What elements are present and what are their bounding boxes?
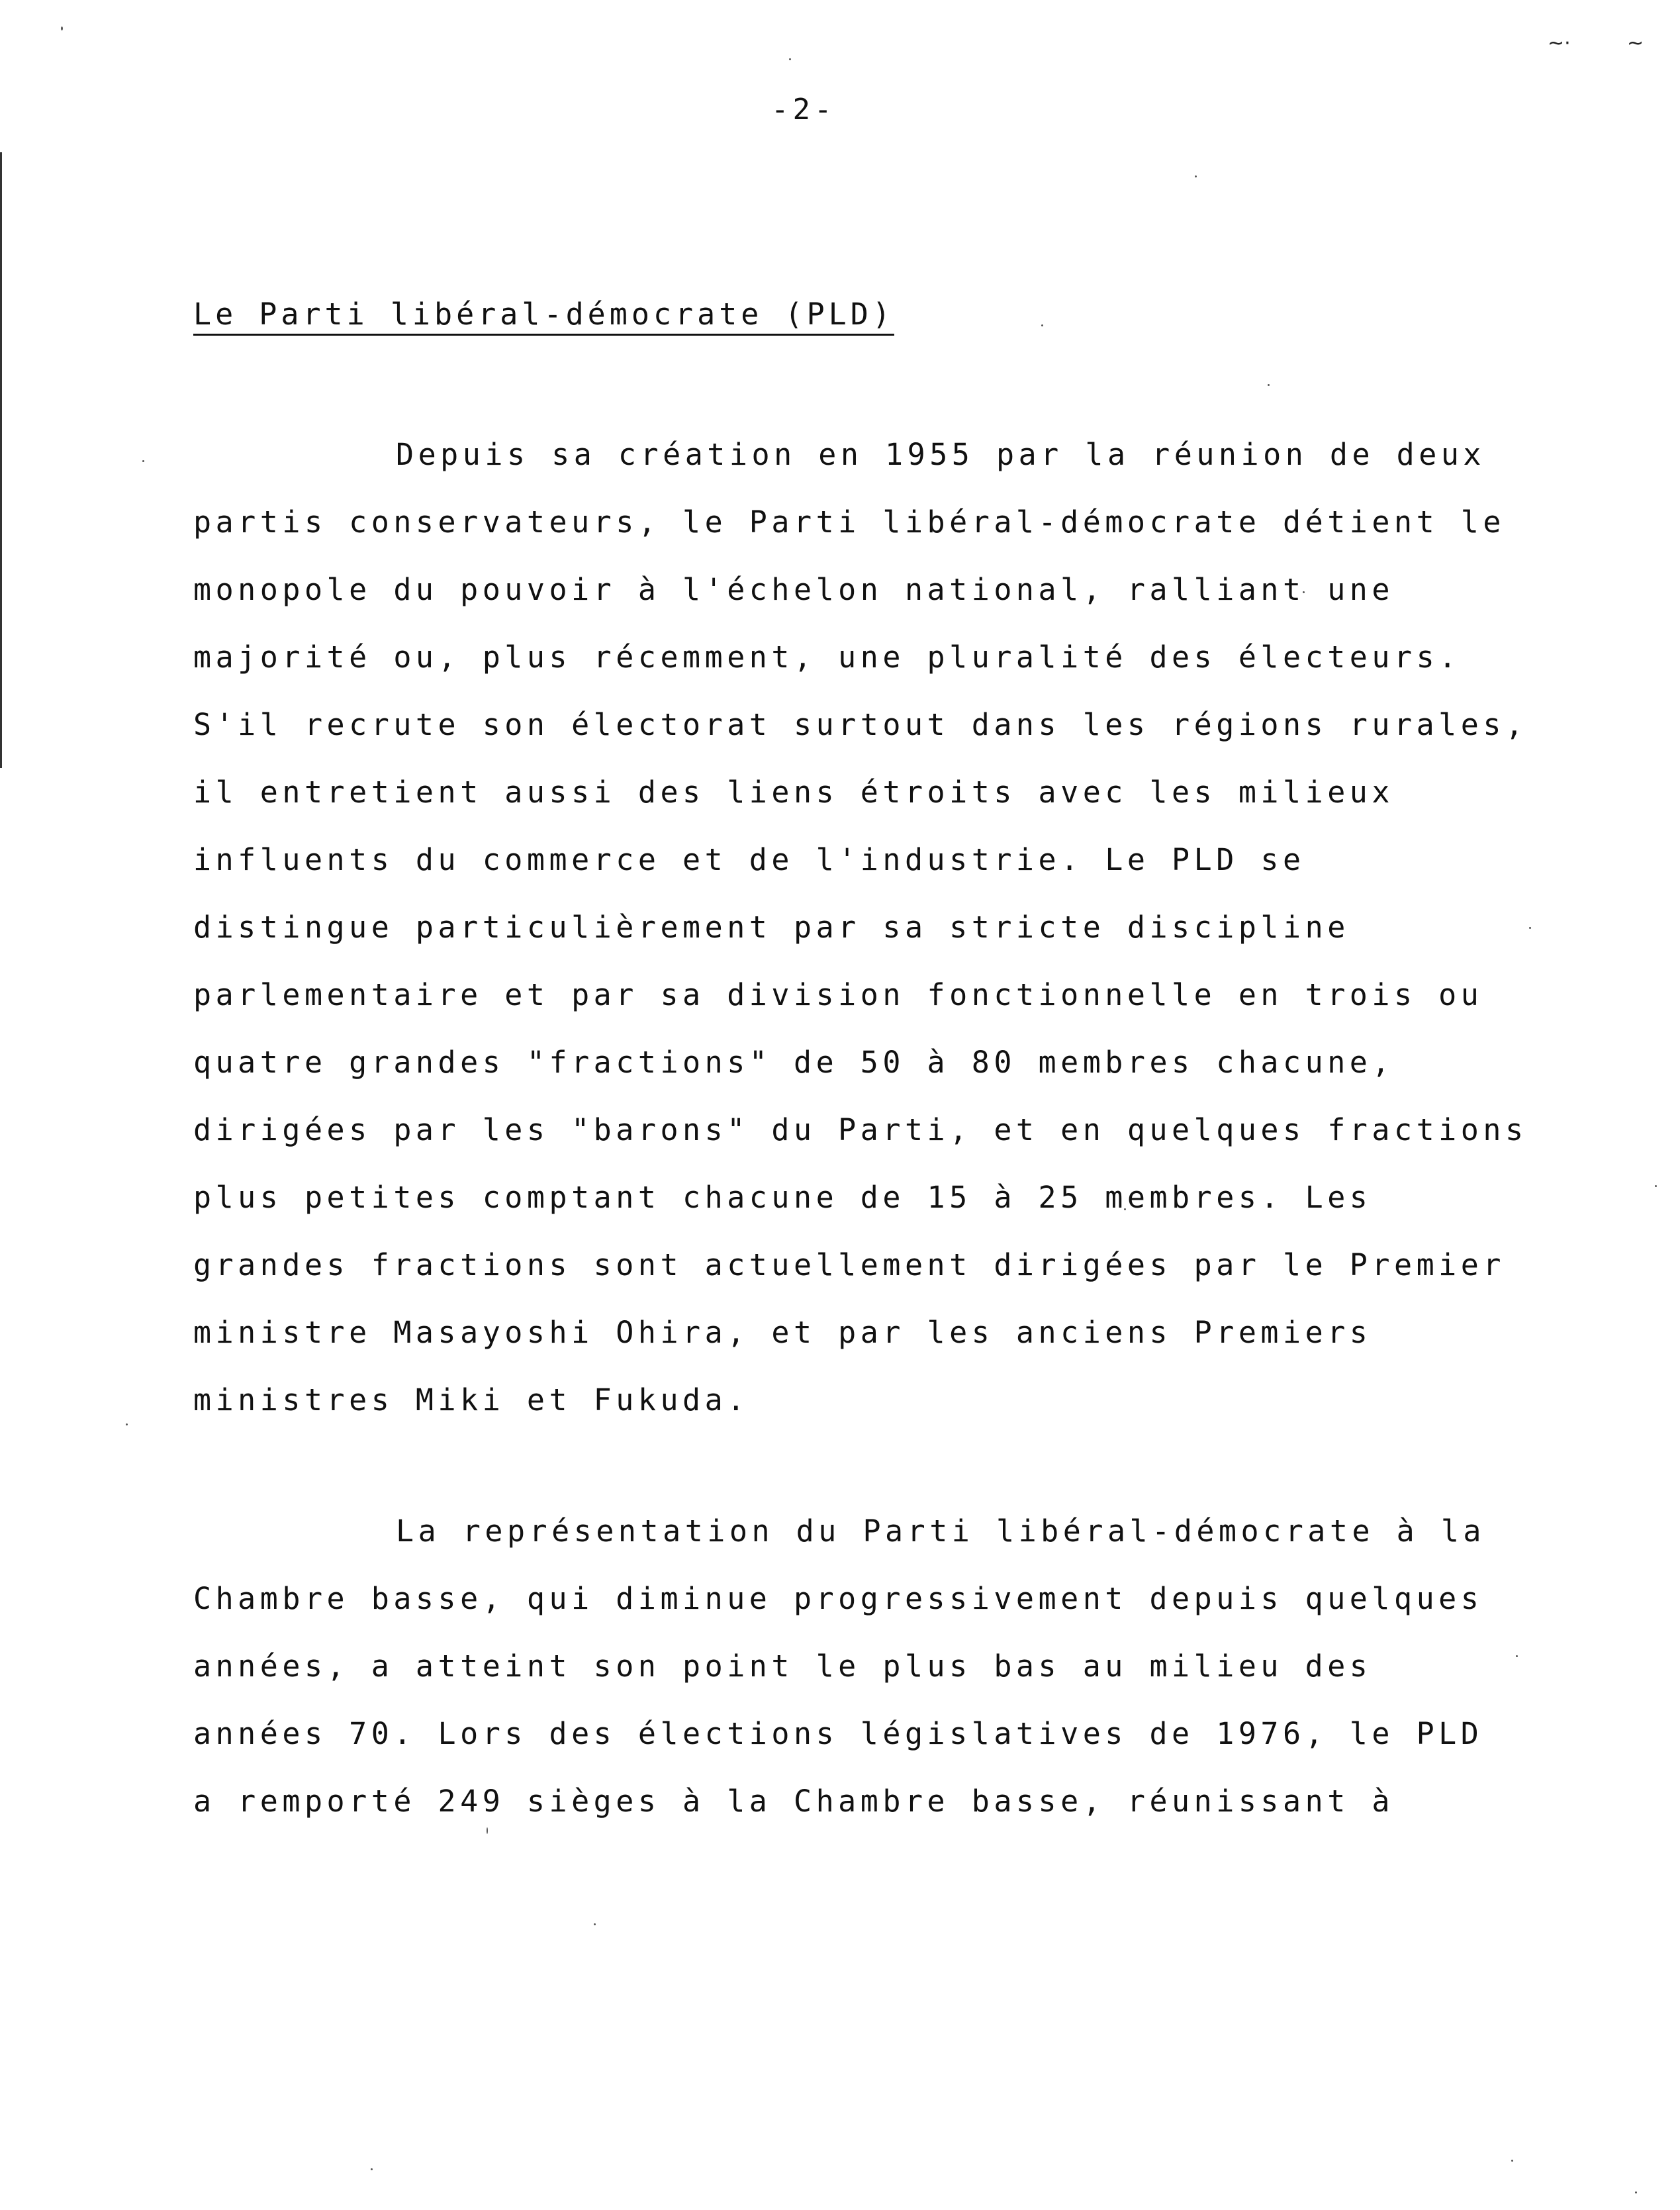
paragraph-2 xyxy=(193,1498,1486,1835)
paragraph-1 xyxy=(193,421,1528,1434)
scan-speck xyxy=(1635,2191,1637,2193)
text-line: grandes fractions sont actuellement dirigées par le Premier xyxy=(193,1247,1505,1282)
scan-speck xyxy=(1268,384,1270,386)
scan-mark-icon: ~ xyxy=(1627,32,1644,55)
scan-speck xyxy=(1529,927,1531,929)
text-line: plus petites comptant chacune de 15 à 25 membres. Les xyxy=(193,1180,1372,1215)
scan-edge-line xyxy=(0,152,2,768)
text-line: dirigées par les "barons" du Parti, et en quelques fractions xyxy=(193,1112,1528,1147)
scan-speck xyxy=(789,58,791,60)
page-number: -2- xyxy=(771,93,836,126)
section-heading: Le Parti libéral-démocrate (PLD) xyxy=(193,297,894,332)
scan-speck xyxy=(1516,1655,1518,1657)
text-line: La représentation du Parti libéral-démocrate à la xyxy=(396,1513,1486,1549)
scan-speck xyxy=(1041,324,1043,326)
scan-speck xyxy=(61,26,63,30)
scan-speck xyxy=(594,1923,596,1925)
scan-speck xyxy=(1511,2160,1513,2162)
text-line: années 70. Lors des élections législatives de 1976, le PLD xyxy=(193,1716,1483,1751)
text-line: distingue particulièrement par sa stricte discipline xyxy=(193,910,1350,945)
text-line: S'il recrute son électorat surtout dans les régions rurales, xyxy=(193,707,1528,742)
text-line: Chambre basse, qui diminue progressivement depuis quelques xyxy=(193,1581,1483,1616)
text-line: ministre Masayoshi Ohira, et par les anciens Premiers xyxy=(193,1315,1372,1350)
scan-speck xyxy=(126,1423,128,1425)
scan-speck xyxy=(371,2168,373,2170)
text-line: parlementaire et par sa division fonctionnelle en trois ou xyxy=(193,977,1483,1012)
text-line: a remporté 249 sièges à la Chambre basse, réunissant à xyxy=(193,1784,1394,1819)
text-line: années, a atteint son point le plus bas au milieu des xyxy=(193,1649,1372,1684)
text-line: ministres Miki et Fukuda. xyxy=(193,1382,749,1417)
text-line: majorité ou, plus récemment, une pluralité des électeurs. xyxy=(193,640,1461,675)
text-line: monopole du pouvoir à l'échelon national, ralliant une xyxy=(193,572,1394,607)
text-line: il entretient aussi des liens étroits avec les milieux xyxy=(193,775,1394,810)
scan-mark-icon: ~· xyxy=(1548,32,1571,55)
scan-speck xyxy=(142,460,144,462)
text-line: quatre grandes "fractions" de 50 à 80 membres chacune, xyxy=(193,1045,1394,1080)
text-line: Depuis sa création en 1955 par la réunion de deux xyxy=(396,437,1486,472)
text-line: partis conservateurs, le Parti libéral-démocrate détient le xyxy=(193,504,1505,540)
scan-speck xyxy=(1195,175,1197,177)
text-line: influents du commerce et de l'industrie. Le PLD se xyxy=(193,842,1305,877)
scan-speck xyxy=(1655,1185,1657,1187)
